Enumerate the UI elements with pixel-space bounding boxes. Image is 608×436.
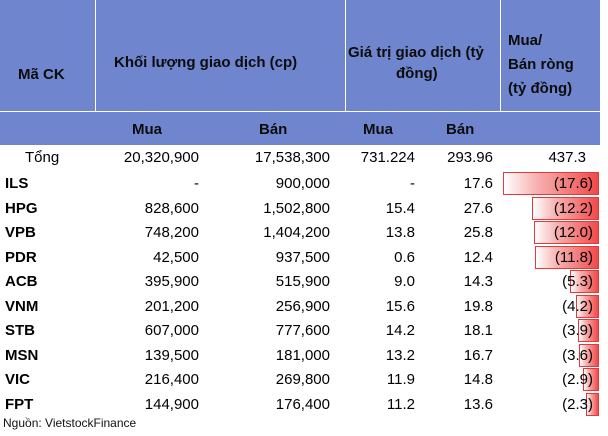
stock-code: VPB (5, 224, 36, 241)
header-divider (0, 111, 600, 112)
header-sell-volume: Bán (259, 121, 288, 138)
sell-value: 14.3 (463, 273, 493, 290)
total-sell-volume: 17,538,300 (254, 149, 330, 166)
net-value: (3.9) (562, 322, 593, 339)
sell-value: 17.6 (463, 175, 493, 192)
header-code: Mã CK (18, 66, 65, 83)
net-value: (17.6) (553, 175, 593, 192)
sell-volume: 937,500 (275, 248, 330, 266)
stock-code: ACB (5, 273, 38, 290)
total-row (0, 145, 600, 171)
header-buy-value: Mua (363, 121, 393, 138)
buy-volume: 144,900 (144, 395, 199, 413)
sell-value: 18.1 (463, 322, 493, 339)
buy-value: 13.2 (385, 346, 415, 364)
buy-volume: 748,200 (144, 224, 199, 241)
buy-volume: - (194, 175, 199, 192)
net-value: (11.8) (554, 248, 593, 266)
net-value: (5.3) (562, 273, 593, 290)
buy-volume: 395,900 (144, 273, 199, 290)
sell-value: 27.6 (463, 199, 493, 217)
sell-volume: 269,800 (275, 371, 330, 388)
buy-volume: 828,600 (144, 199, 199, 217)
table-row (0, 269, 600, 295)
total-label: Tổng (25, 149, 60, 166)
stock-code: FPT (5, 395, 34, 413)
table-row (0, 196, 600, 222)
buy-volume: 42,500 (153, 248, 199, 266)
total-buy-value: 731.224 (360, 149, 415, 166)
header-value-line2: đồng) (396, 65, 438, 82)
sell-value: 16.7 (463, 346, 493, 364)
header-buy-volume: Mua (132, 121, 162, 138)
net-value: (2.3) (562, 395, 593, 413)
sell-volume: 1,404,200 (263, 224, 330, 241)
source-note: Nguồn: VietstockFinance (3, 416, 137, 430)
buy-value: 0.6 (394, 248, 415, 266)
sell-volume: 900,000 (275, 175, 330, 192)
sell-volume: 181,000 (275, 346, 330, 364)
sell-volume: 176,400 (275, 395, 330, 413)
header-volume: Khối lượng giao dịch (cp) (114, 54, 298, 71)
header-divider (345, 0, 346, 111)
total-buy-volume: 20,320,900 (123, 149, 199, 166)
buy-value: - (410, 175, 415, 192)
table-header (0, 0, 600, 145)
table-row (0, 367, 600, 393)
buy-value: 9.0 (394, 273, 415, 290)
sell-volume: 1,502,800 (263, 199, 330, 217)
header-sell-value: Bán (446, 121, 475, 138)
buy-value: 15.6 (385, 297, 415, 315)
header-divider (500, 0, 501, 111)
buy-volume: 216,400 (144, 371, 199, 388)
header-net-line2: Bán ròng (508, 56, 574, 73)
buy-volume: 607,000 (144, 322, 199, 339)
stock-code: MSN (5, 346, 39, 364)
table-row (0, 220, 600, 246)
table-row (0, 318, 600, 344)
net-value: (4.2) (562, 297, 593, 315)
header-net-line1: Mua/ (508, 32, 543, 49)
total-sell-value: 293.96 (447, 149, 493, 166)
net-value: (12.0) (553, 224, 593, 241)
sell-value: 25.8 (463, 224, 493, 241)
header-value-line1: Giá trị giao dịch (tỷ (348, 44, 484, 61)
buy-value: 13.8 (385, 224, 415, 241)
table-row (0, 171, 600, 197)
table-row (0, 392, 600, 418)
sell-volume: 515,900 (275, 273, 330, 290)
stock-code: PDR (5, 248, 37, 266)
net-value: (12.2) (553, 199, 593, 217)
stock-code: STB (5, 322, 35, 339)
header-net-line3: (tỷ đồng) (508, 80, 573, 97)
buy-volume: 139,500 (144, 346, 199, 364)
buy-value: 15.4 (385, 199, 415, 217)
stock-code: HPG (5, 199, 38, 217)
stock-code: VIC (5, 371, 31, 388)
sell-value: 12.4 (463, 248, 493, 266)
header-divider (95, 0, 96, 111)
buy-value: 11.2 (386, 395, 415, 413)
sell-volume: 777,600 (275, 322, 330, 339)
buy-volume: 201,200 (144, 297, 199, 315)
stock-code: VNM (5, 297, 39, 315)
table-row (0, 245, 600, 271)
net-value: (3.6) (562, 346, 593, 364)
stock-code: ILS (5, 175, 29, 192)
total-net: 437.3 (548, 149, 586, 166)
table-row (0, 294, 600, 320)
sell-value: 19.8 (463, 297, 493, 315)
sell-volume: 256,900 (275, 297, 330, 315)
table-row (0, 343, 600, 369)
sell-value: 13.6 (463, 395, 493, 413)
buy-value: 14.2 (385, 322, 415, 339)
net-value: (2.9) (562, 371, 593, 388)
buy-value: 11.9 (386, 371, 415, 388)
sell-value: 14.8 (463, 371, 493, 388)
